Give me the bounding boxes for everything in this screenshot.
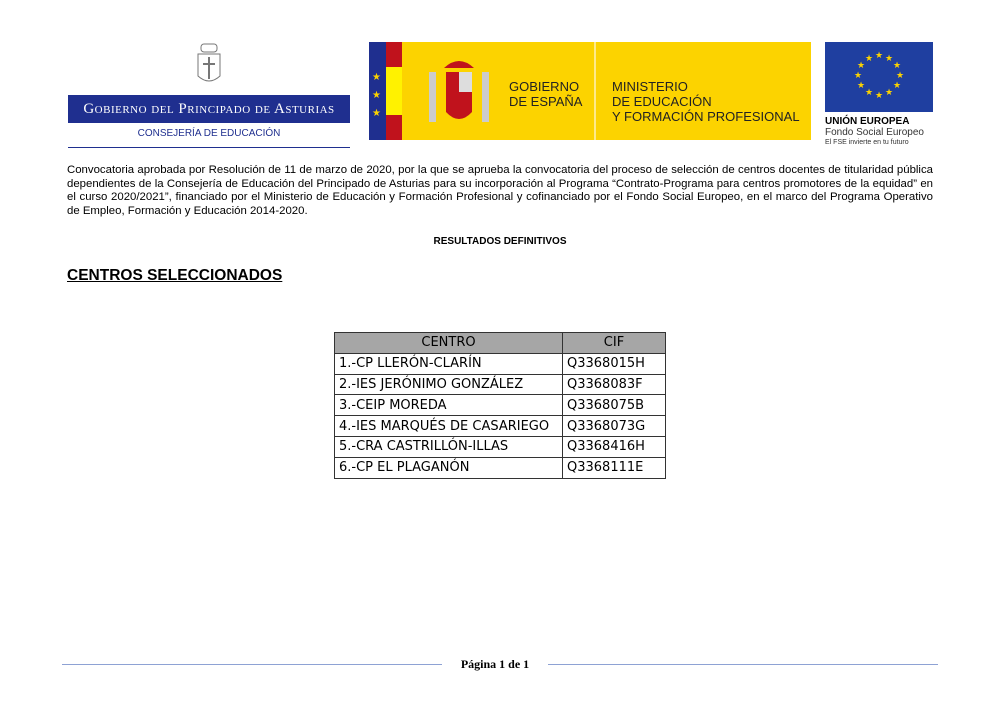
gobierno-espana-logo — [369, 42, 811, 140]
table-row — [335, 374, 666, 395]
svg-text:★: ★ — [884, 53, 894, 63]
gobierno-line: DE ESPAÑA — [509, 94, 583, 109]
intro-paragraph: Convocatoria aprobada por Resolución de 11 de marzo de 2020, por la que se aprueba la convocatoria del proceso de selección de centros docentes de titularidad pública dependientes de la Consejería de Educación del Principado de Asturias para su incorporación al Programa “Contrato-Programa para centros promotores de la equidad” en el curso 2020/2021”, financiado por el Ministerio de Educación y Formación Profesional y cofinanciado por el Fondo Social Europeo, en el marco del Programa Operativo de Empleo, Formación y Educación 2014-2020. — [67, 164, 933, 217]
cell-centro: 6.-CP EL PLAGANÓN — [335, 457, 563, 478]
header-cif: CIF — [563, 333, 666, 354]
cell-centro: 5.-CRA CASTRILLÓN-ILLAS — [335, 436, 563, 457]
spain-coat-of-arms-icon — [424, 54, 494, 134]
table-row — [335, 395, 666, 416]
star-icon: ★ — [372, 108, 381, 119]
selected-centers-table — [334, 332, 666, 479]
asturias-crest-icon — [195, 42, 223, 86]
asturias-logo-title: Gobierno del Principado de Asturias — [68, 95, 350, 123]
eu-label: UNIÓN EUROPEA — [825, 116, 910, 127]
cell-centro: 4.-IES MARQUÉS DE CASARIEGO — [335, 416, 563, 437]
eu-fund-label: Fondo Social Europeo — [825, 127, 924, 138]
svg-text:★: ★ — [853, 70, 863, 80]
star-icon: ★ — [372, 90, 381, 101]
svg-text:★: ★ — [856, 80, 866, 90]
svg-text:★: ★ — [892, 80, 902, 90]
footer-divider — [548, 664, 938, 665]
table-row — [335, 436, 666, 457]
table-header-row — [335, 333, 666, 354]
asturias-logo-subtitle: CONSEJERÍA DE EDUCACIÓN — [137, 128, 281, 139]
page-number: Página 1 de 1 — [460, 657, 530, 671]
svg-text:★: ★ — [874, 90, 884, 100]
header-centro: CENTRO — [335, 333, 563, 354]
svg-text:★: ★ — [895, 70, 905, 80]
section-title: CENTROS SELECCIONADOS — [67, 267, 283, 284]
svg-text:★: ★ — [874, 50, 884, 60]
cell-centro: 2.-IES JERÓNIMO GONZÁLEZ — [335, 374, 563, 395]
ministerio-line: Y FORMACIÓN PROFESIONAL — [612, 109, 800, 124]
divider — [68, 147, 350, 148]
gobierno-line: GOBIERNO — [509, 79, 580, 94]
footer-divider — [62, 664, 442, 665]
cell-cif: Q3368111E — [563, 457, 666, 478]
svg-text:★: ★ — [856, 60, 866, 70]
cell-cif: Q3368083F — [563, 374, 666, 395]
cell-cif: Q3368075B — [563, 395, 666, 416]
results-heading: RESULTADOS DEFINITIVOS — [433, 236, 567, 247]
table-row — [335, 416, 666, 437]
svg-text:★: ★ — [864, 53, 874, 63]
cell-cif: Q3368416H — [563, 436, 666, 457]
eu-flag-icon — [825, 42, 933, 112]
table-row — [335, 353, 666, 374]
cell-centro: 1.-CP LLERÓN-CLARÍN — [335, 353, 563, 374]
eu-motto: El FSE invierte en tu futuro — [825, 139, 909, 146]
svg-text:★: ★ — [884, 87, 894, 97]
star-icon: ★ — [372, 72, 381, 83]
cell-cif: Q3368073G — [563, 416, 666, 437]
ministerio-line: MINISTERIO — [612, 79, 688, 94]
cell-cif: Q3368015H — [563, 353, 666, 374]
svg-text:★: ★ — [864, 87, 874, 97]
ministerio-line: DE EDUCACIÓN — [612, 94, 712, 109]
svg-text:★: ★ — [892, 60, 902, 70]
cell-centro: 3.-CEIP MOREDA — [335, 395, 563, 416]
table-row — [335, 457, 666, 478]
